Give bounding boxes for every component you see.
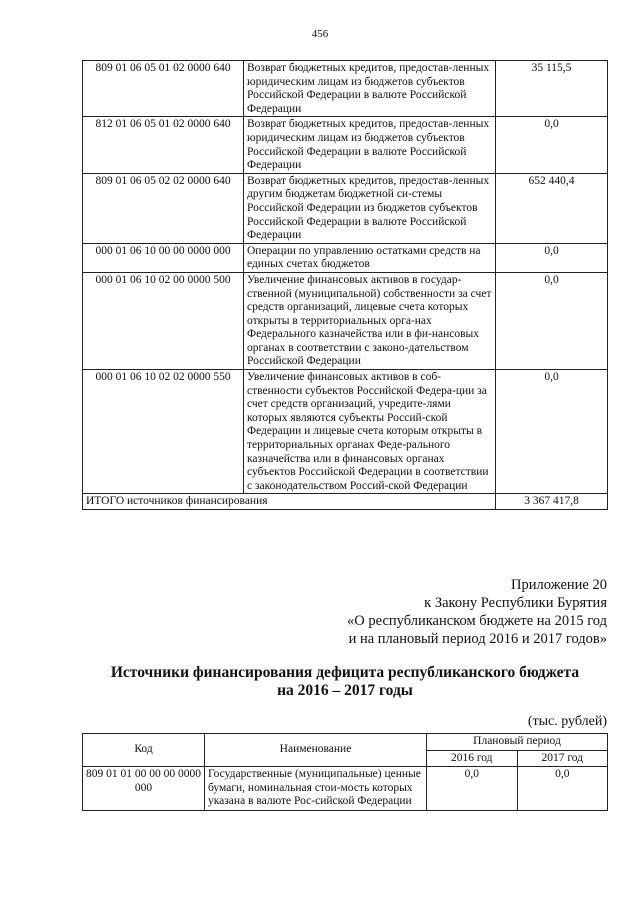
- section-title-line1: Источники финансирования дефицита республиканского бюджета: [110, 664, 580, 681]
- row-name: Увеличение финансовых активов в соб-ственности субъектов Российской Федера-ции за счет средств организаций, учредите-лями которых являются субъекты Россий-ской Федерации и лицевые счета которым открыты в территориальных органах Феде-рального казначейства или в финансовых органах субъектов Российской Федерации в соответствии с законодательством Россий-ской Федерации: [244, 370, 496, 494]
- row-name: Возврат бюджетных кредитов, предостав-ленных другим бюджетам бюджетной си-стемы Российской Федерации из бюджетов субъектов Российской Федерации в валюте Российской Федерации: [244, 173, 496, 243]
- row-code: 809 01 01 00 00 00 0000 000: [83, 767, 205, 811]
- table-row: [83, 117, 608, 173]
- section-title-line2: на 2016 – 2017 годы: [277, 682, 413, 699]
- row-amount: 652 440,4: [496, 173, 608, 243]
- row-code: 809 01 06 05 01 02 0000 640: [83, 61, 244, 117]
- table-row: [83, 61, 608, 117]
- total-row: [83, 494, 608, 510]
- appendix-number: Приложение 20: [511, 577, 607, 593]
- row-amount: 0,0: [496, 272, 608, 369]
- page-number: 456: [311, 28, 329, 40]
- total-amount: 3 367 417,8: [496, 494, 608, 510]
- units-label: (тыс. рублей): [527, 714, 607, 729]
- table-row: [83, 272, 608, 369]
- row-code: 812 01 06 05 01 02 0000 640: [83, 117, 244, 173]
- sources-table-continued: [82, 60, 608, 510]
- header-row: [83, 734, 608, 751]
- appendix-header: [347, 576, 607, 648]
- row-name: Возврат бюджетных кредитов, предостав-ленных юридическим лицам из бюджетов субъектов Российской Федерации в валюте Российской Федерации: [244, 117, 496, 173]
- row-amount: 35 115,5: [496, 61, 608, 117]
- table-row: [83, 243, 608, 272]
- header-year-2016: 2016 год: [427, 750, 518, 767]
- header-code: Код: [83, 734, 205, 767]
- row-code: 000 01 06 10 00 00 0000 000: [83, 243, 244, 272]
- table-row: [83, 370, 608, 494]
- total-label: ИТОГО источников финансирования: [83, 494, 496, 510]
- appendix-law-title-cont: и на плановый период 2016 и 2017 годов»: [348, 631, 607, 647]
- row-name: Увеличение финансовых активов в государ-ственной (муниципальной) собственности за счет средств организаций, лицевые счета которых открыты в территориальных орга-нах Федерального казначейства или в фи-нансовых органах в соответствии с законо-дательством Российской Федерации: [244, 272, 496, 369]
- row-amount: 0,0: [496, 243, 608, 272]
- section-title: [80, 664, 610, 700]
- row-value-2016: 0,0: [427, 767, 518, 811]
- row-name: Операции по управлению остатками средств на единых счетах бюджетов: [244, 243, 496, 272]
- header-name: Наименование: [205, 734, 427, 767]
- row-name: Возврат бюджетных кредитов, предостав-ленных юридическим лицам из бюджетов субъектов Российской Федерации в валюте Российской Федерации: [244, 61, 496, 117]
- row-code: 809 01 06 05 02 02 0000 640: [83, 173, 244, 243]
- row-code: 000 01 06 10 02 00 0000 500: [83, 272, 244, 369]
- row-amount: 0,0: [496, 370, 608, 494]
- row-name: Государственные (муниципальные) ценные бумаги, номинальная стои-мость которых указана в валюте Рос-сийской Федерации: [205, 767, 427, 811]
- sources-table-2016-2017: [82, 733, 608, 811]
- table-row: [83, 173, 608, 243]
- row-code: 000 01 06 10 02 02 0000 550: [83, 370, 244, 494]
- header-planned-period: Плановый период: [427, 734, 608, 751]
- header-year-2017: 2017 год: [517, 750, 608, 767]
- table-row: [83, 767, 608, 811]
- row-amount: 0,0: [496, 117, 608, 173]
- appendix-law-title: «О республиканском бюджете на 2015 год: [347, 613, 607, 629]
- appendix-law: к Закону Республики Бурятия: [424, 595, 607, 611]
- row-value-2017: 0,0: [517, 767, 608, 811]
